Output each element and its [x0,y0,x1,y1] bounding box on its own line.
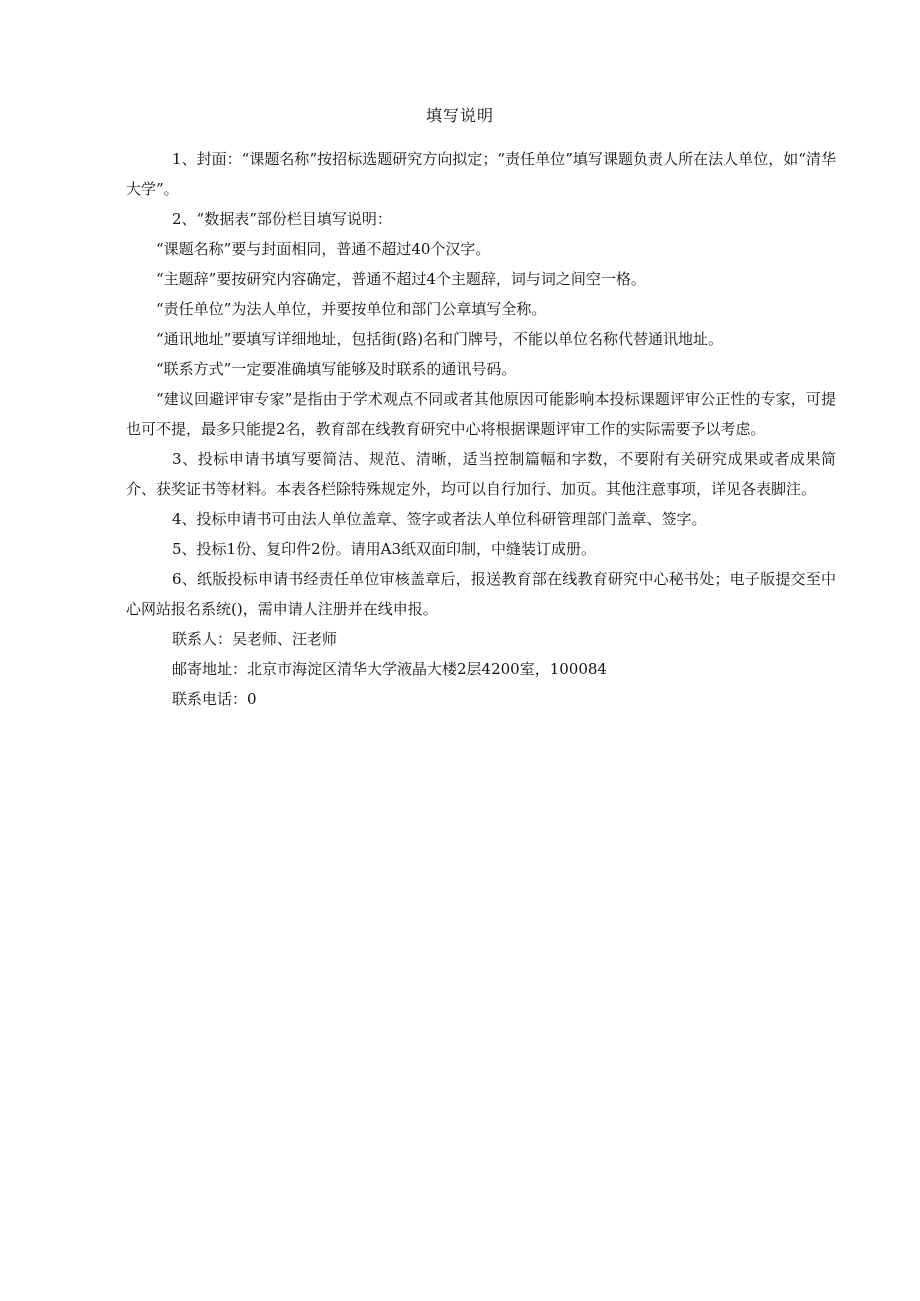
paragraph-cover: 1、封面：“课题名称”按招标选题研究方向拟定；“责任单位”填写课题负责人所在法人单位，如“清华大学”。 [126,150,836,198]
paragraph-topic-name: “课题名称”要与封面相同，普通不超过40个汉字。 [156,240,491,258]
paragraph-contact-method: “联系方式”一定要准确填写能够及时联系的通讯号码。 [156,360,517,378]
paragraph-seal-signature: 4、投标申请书可由法人单位盖章、签字或者法人单位科研管理部门盖章、签字。 [172,510,707,528]
paragraph-application-writing: 3、投标申请书填写要简洁、规范、清晰，适当控制篇幅和字数，不要附有关研究成果或者成果简介、获奖证书等材料。本表各栏除特殊规定外，均可以自行加行、加页。其他注意事项，详见各表脚注。 [126,450,836,498]
paragraph-submission: 6、纸版投标申请书经责任单位审核盖章后，报送教育部在线教育研究中心秘书处；电子版提交至中心网站报名系统()，需申请人注册并在线申报。 [126,570,836,618]
paragraph-phone: 联系电话：0 [172,690,257,708]
paragraph-address: “通讯地址”要填写详细地址，包括街(路)名和门牌号，不能以单位名称代替通讯地址。 [156,330,724,348]
paragraph-data-table: 2、“数据表”部份栏目填写说明： [172,210,392,228]
paragraph-copies: 5、投标1份、复印件2份。请用A3纸双面印制，中缝装订成册。 [172,540,597,558]
paragraph-mailing-address: 邮寄地址：北京市海淀区清华大学液晶大楼2层4200室，100084 [172,660,607,678]
paragraph-keywords: “主题辞”要按研究内容确定，普通不超过4个主题辞，词与词之间空一格。 [156,270,646,288]
paragraph-responsible-unit: “责任单位”为法人单位，并要按单位和部门公章填写全称。 [156,300,547,318]
document-body [126,144,836,714]
paragraph-avoid-experts: “建议回避评审专家”是指由于学术观点不同或者其他原因可能影响本投标课题评审公正性的专家，可提也可不提，最多只能提2名，教育部在线教育研究中心将根据课题评审工作的实际需要予以考虑。 [126,390,836,438]
paragraph-contact-person: 联系人：吴老师、汪老师 [172,630,338,648]
page-title: 填写说明 [425,106,494,125]
